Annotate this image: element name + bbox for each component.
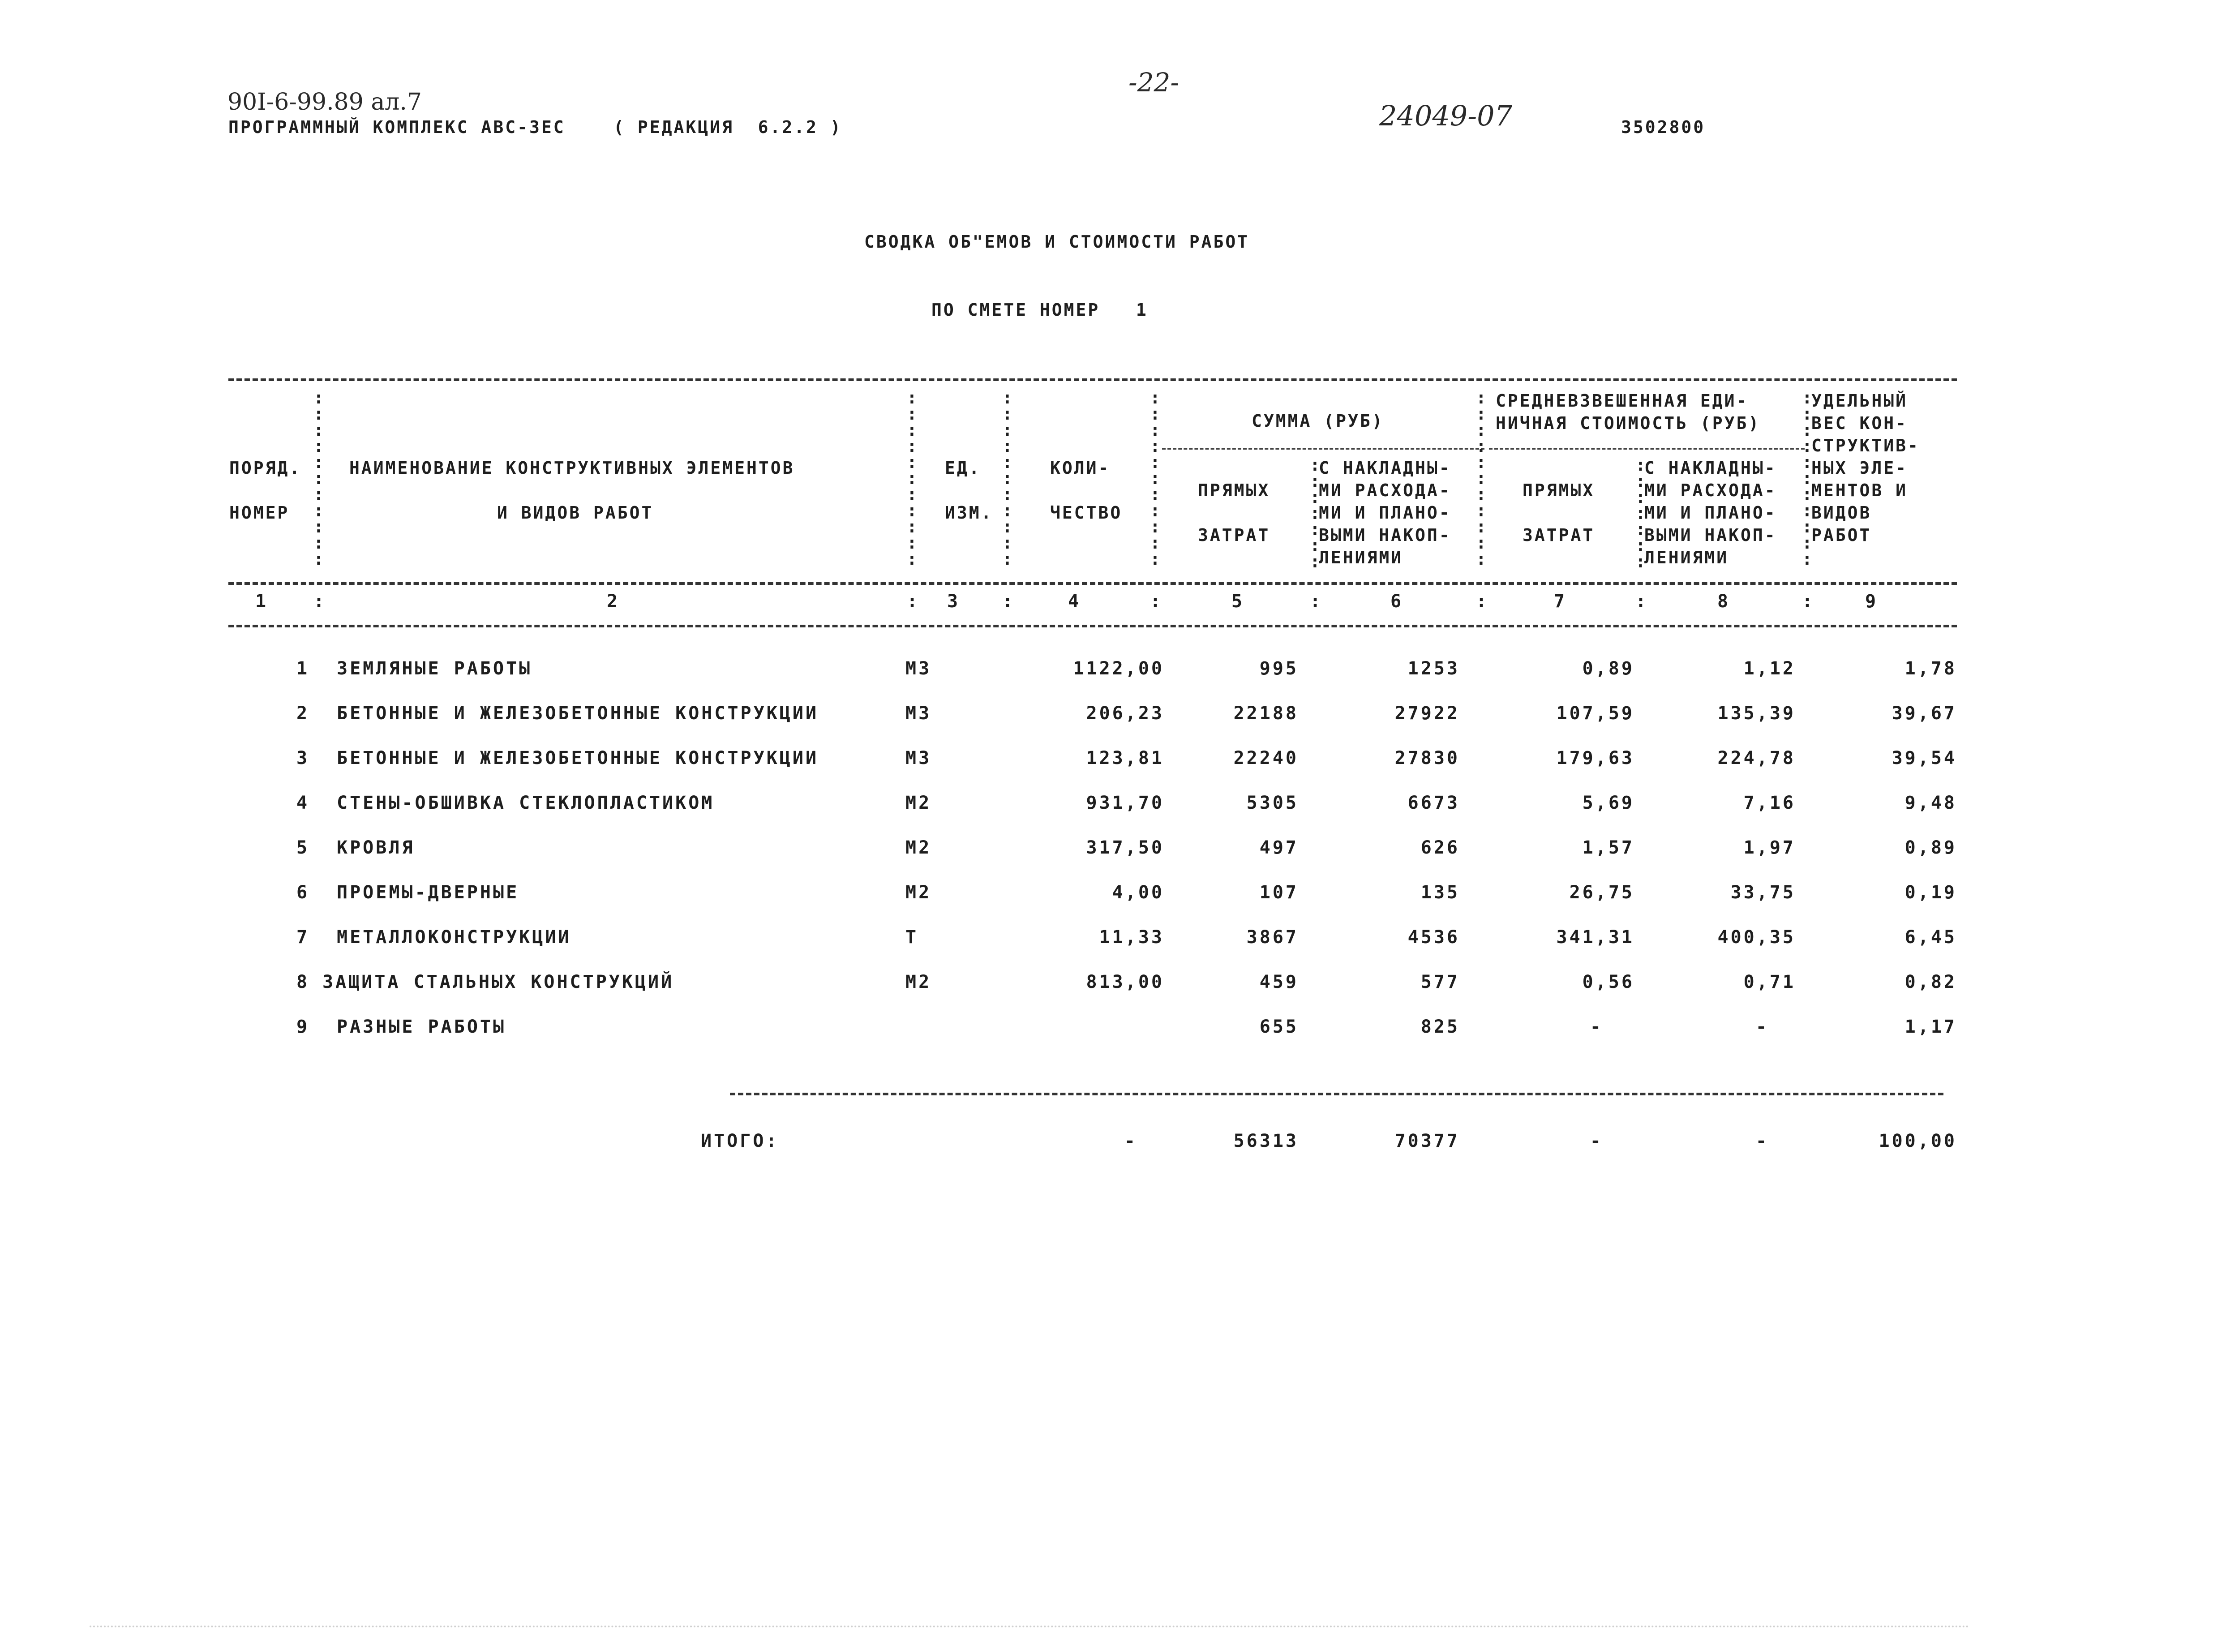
header-bottom-rule [228,582,1957,585]
column-separator: : : : : : : : : : : : [1476,388,1486,569]
row-overhead: 4536 [1407,927,1460,948]
table-row [0,882,2239,909]
column-number: 4 [1068,591,1081,612]
row-quantity: 11,33 [1099,927,1164,948]
row-number: 2 [296,703,310,724]
document-id-code: 3502800 [1621,117,1706,137]
table-row [0,1017,2239,1043]
column-separator: : [1150,591,1163,612]
row-unit: М2 [905,793,932,813]
row-overhead: 27922 [1394,703,1460,724]
row-number: 6 [296,882,310,903]
column-number: 3 [947,591,961,612]
column-number: 1 [255,591,269,612]
program-line: ПРОГРАММНЫЙ КОМПЛЕКС АВС-3ЕС ( РЕДАКЦИЯ 6.2.2 ) [228,117,842,137]
row-avg-overhead: 33,75 [1730,882,1796,903]
row-share: 1,78 [1904,658,1957,679]
row-share: 9,48 [1904,793,1957,813]
column-separator: : : : : : : : : : : : [1150,388,1160,569]
table-row [0,703,2239,730]
column-separator: : [1002,591,1016,612]
table-row [0,793,2239,820]
row-direct: 107 [1259,882,1299,903]
row-unit: М3 [905,748,932,768]
column-separator: : : : : : : : : : : : [907,388,917,569]
column-number: 8 [1717,591,1731,612]
report-title: СВОДКА ОБ"ЕМОВ И СТОИМОСТИ РАБОТ [864,232,1250,252]
row-direct: 459 [1259,972,1299,992]
row-number: 3 [296,748,310,768]
row-unit: М2 [905,882,932,903]
table-row [0,927,2239,954]
row-unit: М3 [905,658,932,679]
column-number: 5 [1231,591,1245,612]
row-avg-direct: 0,56 [1582,972,1634,992]
header-share: УДЕЛЬНЫЙ ВЕС КОН- СТРУКТИВ- НЫХ ЭЛЕ- МЕНТОВ И ВИДОВ РАБОТ [1811,391,1920,545]
row-overhead: 6673 [1407,793,1460,813]
row-avg-direct: 0,89 [1582,658,1634,679]
row-avg-overhead: - [1755,1017,1769,1037]
column-numbers-row [0,591,2239,618]
scan-edge-artifact [90,1626,1970,1627]
row-name: БЕТОННЫЕ И ЖЕЛЕЗОБЕТОННЫЕ КОНСТРУКЦИИ [337,703,819,724]
row-avg-overhead: 1,97 [1743,837,1796,858]
column-separator: : [1635,591,1649,612]
header-name-line1: НАИМЕНОВАНИЕ КОНСТРУКТИВНЫХ ЭЛЕМЕНТОВ [349,458,795,478]
column-number: 2 [607,591,620,612]
row-quantity: 1122,00 [1073,658,1164,679]
row-overhead: 825 [1420,1017,1460,1037]
row-name: ЗАЩИТА СТАЛЬНЫХ КОНСТРУКЦИЙ [322,972,674,992]
header-order-number: ПОРЯД. НОМЕР [229,458,302,523]
header-avg-group: СРЕДНЕВЗВЕШЕННАЯ ЕДИ- НИЧНАЯ СТОИМОСТЬ (РУБ) [1496,391,1761,433]
row-direct: 22240 [1233,748,1299,768]
stamp-number: 24049-07 [1379,99,1513,132]
column-separator: : [1310,591,1323,612]
table-row [0,972,2239,999]
document-code: 90I-6-99.89 ал.7 [227,89,422,116]
row-share: 0,82 [1904,972,1957,992]
column-number: 6 [1390,591,1404,612]
row-overhead: 577 [1420,972,1460,992]
row-name: ПРОЕМЫ-ДВЕРНЫЕ [337,882,519,903]
row-avg-direct: 26,75 [1569,882,1634,903]
row-quantity: 4,00 [1112,882,1164,903]
row-overhead: 626 [1420,837,1460,858]
report-subtitle: ПО СМЕТЕ НОМЕР 1 [931,300,1148,320]
total-label: ИТОГО: [701,1131,779,1151]
table-row [0,837,2239,864]
row-unit: М3 [905,703,932,724]
row-quantity: 931,70 [1086,793,1164,813]
column-separator: : [313,591,327,612]
row-avg-overhead: 224,78 [1717,748,1796,768]
row-direct: 22188 [1233,703,1299,724]
row-number: 4 [296,793,310,813]
row-avg-overhead: 7,16 [1743,793,1796,813]
column-separator: : [1802,591,1815,612]
total-rule [730,1093,1943,1095]
row-avg-direct: 107,59 [1556,703,1634,724]
header-name-line2: И ВИДОВ РАБОТ [497,503,654,523]
total-overhead: 70377 [1394,1131,1460,1151]
column-separator: : : : : : : : : : : : [1002,388,1012,569]
row-name: МЕТАЛЛОКОНСТРУКЦИИ [337,927,571,948]
row-avg-direct: 5,69 [1582,793,1634,813]
row-avg-direct: 179,63 [1556,748,1634,768]
row-number: 1 [296,658,310,679]
table-row [0,748,2239,775]
header-avg-overhead: С НАКЛАДНЫ- МИ РАСХОДА- МИ И ПЛАНО- ВЫМИ НАКОП- ЛЕНИЯМИ [1644,458,1777,567]
row-avg-overhead: 0,71 [1743,972,1796,992]
row-share: 39,67 [1892,703,1957,724]
row-share: 6,45 [1904,927,1957,948]
row-name: СТЕНЫ-ОБШИВКА СТЕКЛОПЛАСТИКОМ [337,793,715,813]
row-number: 8 [296,972,310,992]
column-separator: : [907,591,920,612]
row-direct: 655 [1259,1017,1299,1037]
row-share: 39,54 [1892,748,1957,768]
row-direct: 5305 [1246,793,1299,813]
column-number: 7 [1554,591,1567,612]
row-name: КРОВЛЯ [337,837,415,858]
row-avg-direct: - [1590,1017,1603,1037]
column-separator: : : : : : : : [1310,455,1320,571]
row-avg-direct: 1,57 [1582,837,1634,858]
sum-group-rule [1162,448,1484,450]
row-number: 5 [296,837,310,858]
row-avg-direct: 341,31 [1556,927,1634,948]
row-direct: 995 [1259,658,1299,679]
row-share: 1,17 [1904,1017,1957,1037]
row-number: 9 [296,1017,310,1037]
table-row [0,658,2239,685]
total-quantity: - [1124,1131,1137,1151]
row-quantity: 813,00 [1086,972,1164,992]
total-share: 100,00 [1879,1131,1957,1151]
header-sum-group: СУММА (РУБ) [1252,411,1384,431]
row-quantity: 317,50 [1086,837,1164,858]
row-overhead: 27830 [1394,748,1460,768]
row-share: 0,89 [1904,837,1957,858]
header-with-overhead: С НАКЛАДНЫ- МИ РАСХОДА- МИ И ПЛАНО- ВЫМИ НАКОП- ЛЕНИЯМИ [1319,458,1451,567]
row-name: ЗЕМЛЯНЫЕ РАБОТЫ [337,658,532,679]
header-direct-costs: ПРЯМЫХ ЗАТРАТ [1198,481,1270,545]
row-avg-overhead: 135,39 [1717,703,1796,724]
row-overhead: 135 [1420,882,1460,903]
header-quantity: КОЛИ- ЧЕСТВО [1050,458,1123,523]
row-overhead: 1253 [1407,658,1460,679]
total-avg-direct: - [1590,1131,1603,1151]
column-number: 9 [1865,591,1879,612]
header-unit: ЕД. ИЗМ. [945,458,993,523]
row-name: РАЗНЫЕ РАБОТЫ [337,1017,506,1037]
column-numbers-rule [228,625,1957,627]
total-avg-overhead: - [1755,1131,1769,1151]
row-direct: 3867 [1246,927,1299,948]
column-separator: : : : : : : : [1635,455,1646,571]
column-separator: : [1476,591,1489,612]
row-name: БЕТОННЫЕ И ЖЕЛЕЗОБЕТОННЫЕ КОНСТРУКЦИИ [337,748,819,768]
avg-group-rule [1489,448,1805,450]
page-number: -22- [1128,67,1179,98]
row-unit: Т [905,927,919,948]
row-avg-overhead: 1,12 [1743,658,1796,679]
row-unit: М2 [905,837,932,858]
row-avg-overhead: 400,35 [1717,927,1796,948]
row-share: 0,19 [1904,882,1957,903]
total-row [0,1131,2239,1158]
row-number: 7 [296,927,310,948]
total-direct: 56313 [1233,1131,1299,1151]
row-direct: 497 [1259,837,1299,858]
column-separator: : : : : : : : : : : : [313,388,324,569]
row-quantity: 206,23 [1086,703,1164,724]
header-avg-direct: ПРЯМЫХ ЗАТРАТ [1523,481,1595,545]
column-separator: : : : : : : : : : : : [1802,388,1812,569]
row-unit: М2 [905,972,932,992]
row-quantity: 123,81 [1086,748,1164,768]
table-top-rule [228,378,1957,381]
